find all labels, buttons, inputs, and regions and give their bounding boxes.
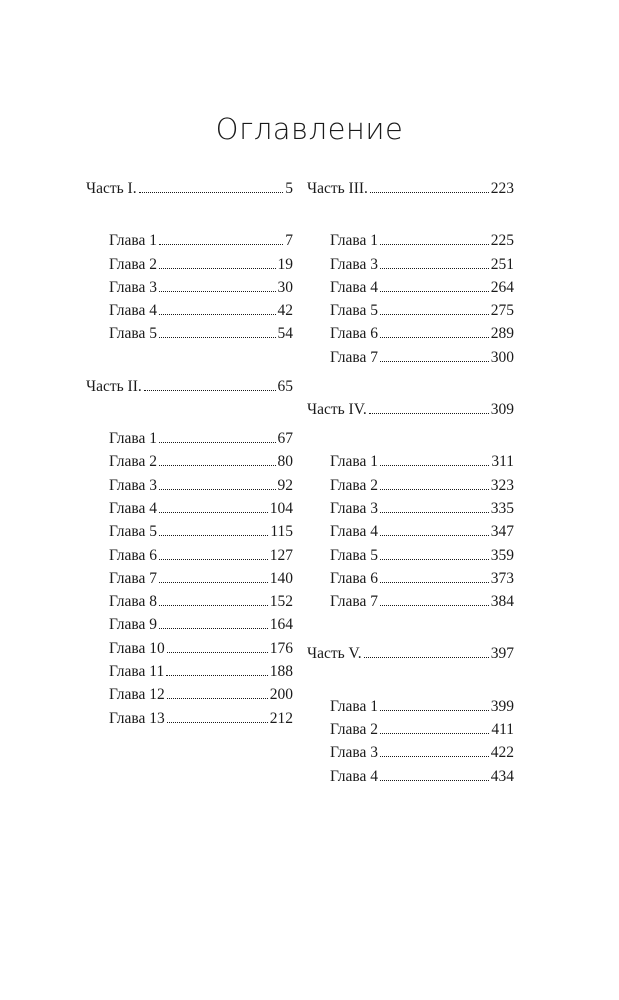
dot-leader — [139, 191, 284, 193]
toc-chapter-entry[interactable] — [86, 299, 293, 322]
toc-chapter-entry[interactable] — [307, 322, 514, 345]
page-number: 251 — [490, 255, 514, 273]
page-number: 80 — [277, 453, 293, 471]
page-number: 127 — [269, 546, 293, 564]
chapter-label: Глава 12 — [109, 686, 165, 704]
page-number: 92 — [277, 476, 293, 494]
chapter-label: Глава 6 — [330, 325, 379, 343]
page-number: 152 — [269, 593, 293, 611]
dot-leader — [159, 558, 268, 560]
page-number: 104 — [269, 499, 293, 517]
page-number: 289 — [490, 325, 514, 343]
dot-leader — [159, 243, 283, 245]
chapter-label: Глава 5 — [109, 523, 158, 541]
part-label: Часть III. — [307, 180, 368, 197]
toc-chapter-entry[interactable] — [307, 520, 514, 543]
chapter-label: Глава 4 — [330, 767, 379, 785]
chapter-label: Глава 1 — [109, 430, 158, 448]
dot-leader — [369, 412, 489, 414]
dot-leader — [380, 464, 489, 466]
chapter-label: Глава 1 — [330, 697, 379, 715]
chapter-label: Глава 3 — [330, 744, 379, 762]
toc-part-block — [307, 177, 514, 369]
toc-chapter-entry[interactable] — [307, 253, 514, 276]
chapter-label: Глава 5 — [330, 302, 379, 320]
page-number: 5 — [285, 180, 293, 197]
toc-chapter-entry[interactable] — [86, 229, 293, 252]
chapter-label: Глава 6 — [330, 569, 379, 587]
page-title: Оглавление — [215, 112, 404, 146]
toc-chapter-entry[interactable] — [86, 544, 293, 567]
toc-chapter-entry[interactable] — [307, 346, 514, 369]
toc-chapter-entry[interactable] — [307, 229, 514, 252]
toc-left-column — [86, 177, 293, 759]
dot-leader — [380, 581, 489, 583]
dot-leader — [159, 581, 268, 583]
page-number: 54 — [277, 325, 293, 343]
page-number: 422 — [490, 744, 514, 762]
toc-chapter-entry[interactable] — [86, 590, 293, 613]
page-number: 65 — [277, 377, 293, 395]
toc-chapter-entry[interactable] — [86, 474, 293, 497]
chapter-label: Глава 2 — [109, 453, 158, 471]
toc-chapter-entry[interactable] — [307, 450, 514, 473]
toc-chapter-entry[interactable] — [307, 590, 514, 613]
dot-leader — [159, 488, 275, 490]
toc-chapter-entry[interactable] — [307, 567, 514, 590]
toc-chapter-entry[interactable] — [307, 718, 514, 741]
chapter-label: Глава 2 — [109, 255, 158, 273]
toc-chapter-entry[interactable] — [86, 683, 293, 706]
page-number: 67 — [277, 430, 293, 448]
chapter-label: Глава 4 — [109, 302, 158, 320]
toc-chapter-entry[interactable] — [86, 253, 293, 276]
dot-leader — [380, 732, 489, 734]
toc-chapter-entry[interactable] — [86, 520, 293, 543]
chapter-label: Глава 5 — [109, 325, 158, 343]
dot-leader — [159, 290, 275, 292]
dot-leader — [380, 488, 489, 490]
toc-part-entry[interactable] — [307, 642, 514, 665]
dot-leader — [167, 697, 268, 699]
chapter-label: Глава 4 — [330, 523, 379, 541]
dot-leader — [159, 464, 275, 466]
page-number: 323 — [490, 476, 514, 494]
page-number: 300 — [490, 348, 514, 366]
toc-part-entry[interactable] — [307, 177, 514, 200]
dot-leader — [380, 336, 489, 338]
chapter-label: Глава 13 — [109, 709, 165, 727]
dot-leader — [159, 441, 275, 443]
page-number: 275 — [490, 302, 514, 320]
part-label: Часть V. — [307, 645, 362, 663]
page-number: 19 — [277, 255, 293, 273]
page-number: 399 — [490, 697, 514, 715]
chapter-label: Глава 7 — [330, 593, 379, 611]
page-number: 42 — [277, 302, 293, 320]
dot-leader — [166, 674, 268, 676]
dot-leader — [380, 709, 489, 711]
toc-part-entry[interactable] — [86, 375, 293, 398]
toc-chapter-entry[interactable] — [86, 497, 293, 520]
toc-chapter-entry[interactable] — [307, 299, 514, 322]
dot-leader — [380, 755, 489, 757]
toc-chapter-entry[interactable] — [86, 613, 293, 636]
toc-chapter-entry[interactable] — [86, 450, 293, 473]
toc-chapter-entry[interactable] — [86, 567, 293, 590]
toc-chapter-entry[interactable] — [86, 322, 293, 345]
chapter-label: Глава 6 — [109, 546, 158, 564]
page-number: 397 — [490, 645, 514, 663]
chapter-label: Глава 4 — [330, 278, 379, 296]
toc-chapter-entry[interactable] — [307, 544, 514, 567]
dot-leader — [364, 656, 489, 658]
chapter-label: Глава 10 — [109, 639, 165, 657]
dot-leader — [144, 389, 276, 391]
chapter-label: Глава 1 — [330, 453, 379, 471]
toc-chapter-entry[interactable] — [86, 276, 293, 299]
toc-chapter-entry[interactable] — [86, 707, 293, 730]
toc-chapter-entry[interactable] — [307, 276, 514, 299]
dot-leader — [380, 243, 489, 245]
dot-leader — [159, 627, 268, 629]
toc-right-column — [307, 177, 514, 817]
page-number: 384 — [490, 593, 514, 611]
chapter-label: Глава 3 — [109, 278, 158, 296]
chapter-label: Глава 2 — [330, 721, 379, 739]
part-label: Часть II. — [86, 377, 142, 395]
toc-chapter-entry[interactable] — [307, 474, 514, 497]
page-number: 335 — [490, 499, 514, 517]
page-number: 140 — [269, 569, 293, 587]
dot-leader — [380, 511, 489, 513]
dot-leader — [380, 267, 489, 269]
chapter-label: Глава 3 — [330, 255, 379, 273]
page-number: 7 — [285, 232, 293, 250]
dot-leader — [380, 534, 489, 536]
dot-leader — [370, 191, 489, 193]
part-label: Часть I. — [86, 180, 137, 197]
chapter-label: Глава 9 — [109, 616, 158, 634]
page-number: 115 — [270, 523, 293, 541]
toc-chapter-entry[interactable] — [307, 765, 514, 788]
page-number: 212 — [269, 709, 293, 727]
page-number: 223 — [490, 180, 514, 197]
chapter-label: Глава 5 — [330, 546, 379, 564]
page-number: 359 — [490, 546, 514, 564]
chapter-label: Глава 3 — [109, 476, 158, 494]
page-number: 176 — [269, 639, 293, 657]
page-number: 347 — [490, 523, 514, 541]
part-label: Часть IV. — [307, 401, 367, 419]
dot-leader — [159, 534, 268, 536]
page-number: 188 — [269, 663, 293, 681]
dot-leader — [159, 336, 275, 338]
dot-leader — [159, 267, 275, 269]
toc-chapter-entry[interactable] — [307, 497, 514, 520]
page-number: 309 — [490, 401, 514, 419]
dot-leader — [380, 779, 489, 781]
dot-leader — [167, 651, 268, 653]
page-number: 200 — [269, 686, 293, 704]
page-number: 30 — [277, 278, 293, 296]
toc-chapter-entry[interactable] — [307, 741, 514, 764]
chapter-label: Глава 1 — [109, 232, 158, 250]
dot-leader — [380, 558, 489, 560]
chapter-label: Глава 2 — [330, 476, 379, 494]
dot-leader — [380, 360, 489, 362]
toc-part-block — [307, 642, 514, 787]
chapter-label: Глава 1 — [330, 232, 379, 250]
dot-leader — [380, 604, 489, 606]
toc-chapter-entry[interactable] — [86, 660, 293, 683]
dot-leader — [380, 290, 489, 292]
page-number: 264 — [490, 278, 514, 296]
toc-chapter-entry[interactable] — [86, 427, 293, 450]
dot-leader — [159, 511, 268, 513]
chapter-label: Глава 7 — [330, 348, 379, 366]
dot-leader — [167, 721, 268, 723]
page-number: 373 — [490, 569, 514, 587]
page-number: 311 — [491, 453, 514, 471]
dot-leader — [159, 313, 275, 315]
chapter-label: Глава 4 — [109, 499, 158, 517]
toc-part-block — [86, 375, 293, 730]
chapter-label: Глава 8 — [109, 593, 158, 611]
dot-leader — [380, 313, 489, 315]
chapter-label: Глава 3 — [330, 499, 379, 517]
dot-leader — [159, 604, 268, 606]
toc-part-block — [307, 398, 514, 613]
toc-part-block — [86, 177, 293, 346]
toc-part-entry[interactable] — [86, 177, 293, 200]
chapter-label: Глава 11 — [109, 663, 165, 681]
chapter-label: Глава 7 — [109, 569, 158, 587]
page-number: 225 — [490, 232, 514, 250]
toc-chapter-entry[interactable] — [86, 637, 293, 660]
page-number: 411 — [491, 721, 514, 739]
page-number: 164 — [269, 616, 293, 634]
toc-chapter-entry[interactable] — [307, 695, 514, 718]
page-number: 434 — [490, 767, 514, 785]
toc-part-entry[interactable] — [307, 398, 514, 421]
